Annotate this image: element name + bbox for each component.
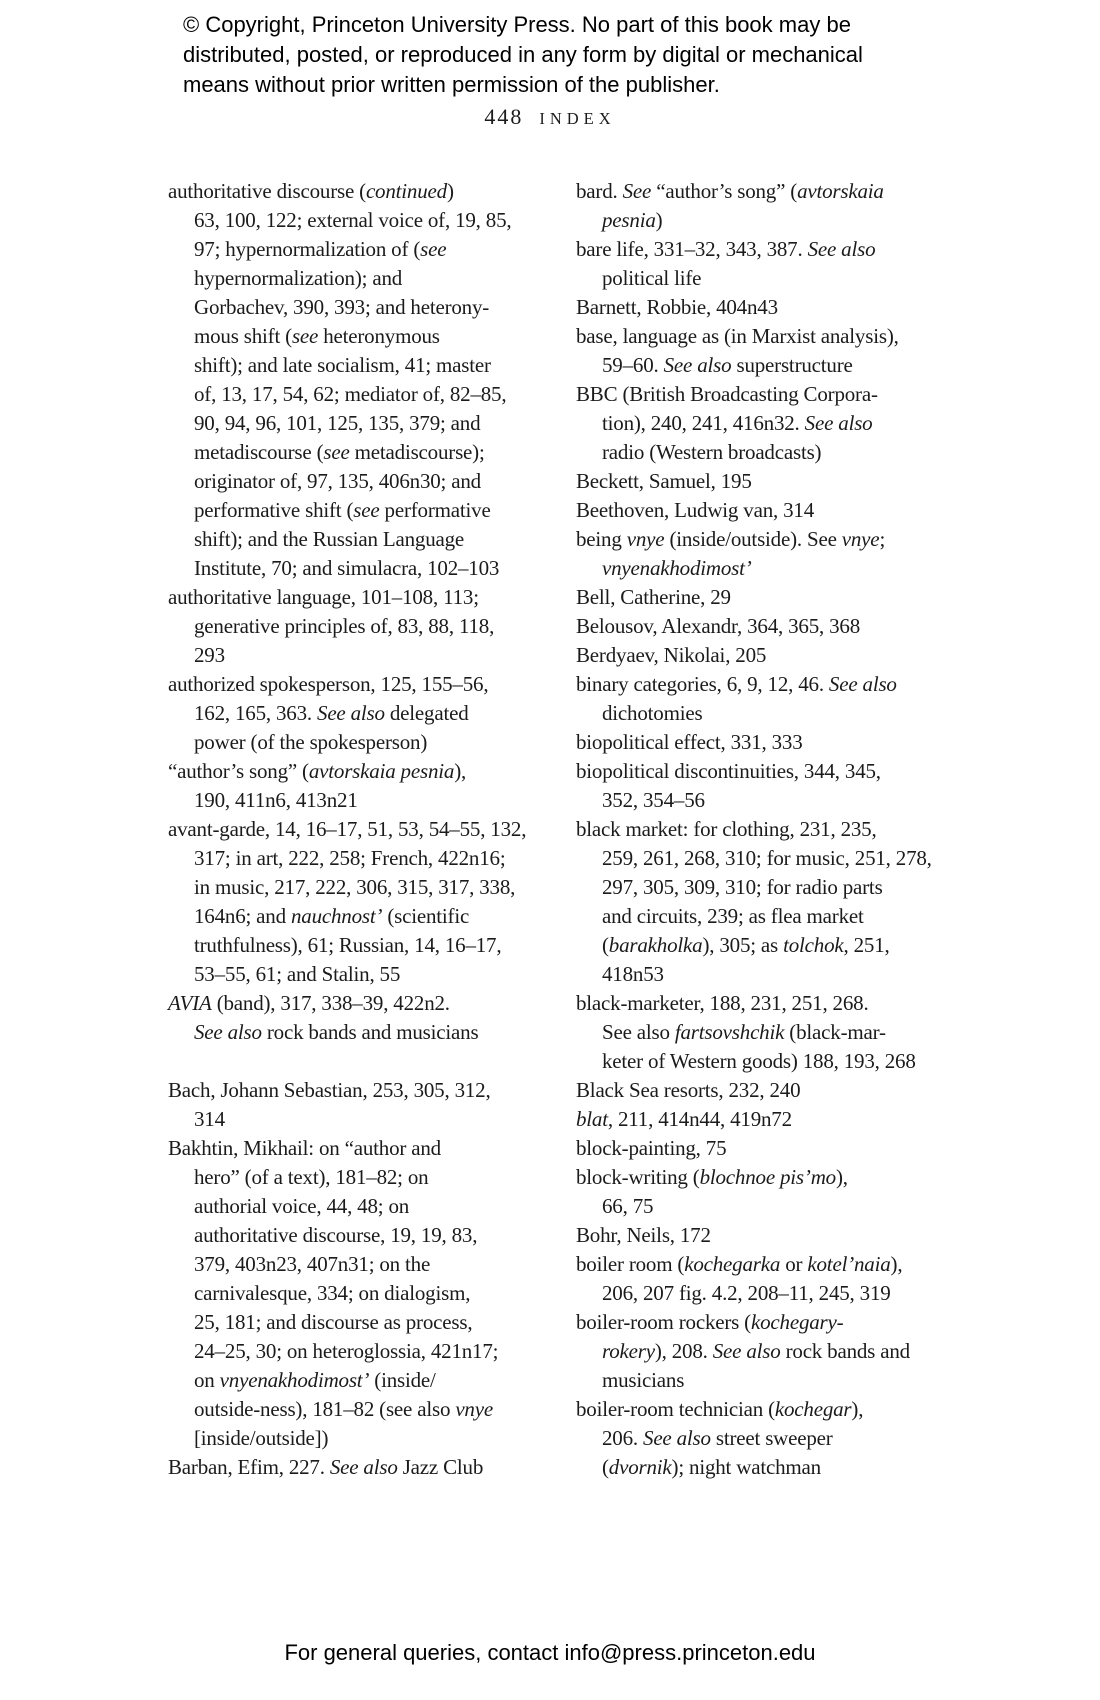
index-line: power (of the spokesperson) xyxy=(194,730,428,754)
index-line: 317; in art, 222, 258; French, 422n16; xyxy=(194,846,506,870)
index-line: avant-garde, 14, 16–17, 51, 53, 54–55, 132, xyxy=(168,817,527,841)
index-line: (dvornik); night watchman xyxy=(602,1455,821,1479)
index-line: block-writing (blochnoe pis’mo), xyxy=(576,1165,848,1189)
index-line: originator of, 97, 135, 406n30; and xyxy=(194,469,481,493)
index-line: authorized spokesperson, 125, 155–56, xyxy=(168,672,489,696)
section-title: INDEX xyxy=(539,109,616,128)
index-line: See also fartsovshchik (black-mar- xyxy=(602,1020,886,1044)
index-line: pesnia) xyxy=(602,208,663,232)
index-line: authorial voice, 44, 48; on xyxy=(194,1194,410,1218)
index-line: Black Sea resorts, 232, 240 xyxy=(576,1078,801,1102)
index-line: on vnyenakhodimost’ (inside/ xyxy=(194,1368,436,1392)
index-line: 63, 100, 122; external voice of, 19, 85, xyxy=(194,208,512,232)
index-line: 293 xyxy=(194,643,225,667)
index-line: 379, 403n23, 407n31; on the xyxy=(194,1252,431,1276)
index-line: 164n6; and nauchnost’ (scientific xyxy=(194,904,470,928)
index-line: in music, 217, 222, 306, 315, 317, 338, xyxy=(194,875,516,899)
index-line: Beethoven, Ludwig van, 314 xyxy=(576,498,815,522)
index-line: boiler-room technician (kochegar), xyxy=(576,1397,864,1421)
index-line: biopolitical effect, 331, 333 xyxy=(576,730,803,754)
footer-contact: For general queries, contact info@press.princeton.edu xyxy=(284,1640,816,1665)
index-line: 90, 94, 96, 101, 125, 135, 379; and xyxy=(194,411,481,435)
index-line: blat, 211, 414n44, 419n72 xyxy=(576,1107,792,1131)
index-line: keter of Western goods) 188, 193, 268 xyxy=(602,1049,916,1073)
index-line: Bell, Catherine, 29 xyxy=(576,585,731,609)
index-column-right xyxy=(576,177,932,1482)
index-line: Bach, Johann Sebastian, 253, 305, 312, xyxy=(168,1078,491,1102)
index-line: metadiscourse (see metadiscourse); xyxy=(194,440,485,464)
copyright-line: distributed, posted, or reproduced in any form by digital or mechanical xyxy=(183,42,863,67)
page-number: 448 xyxy=(484,104,524,129)
index-line: generative principles of, 83, 88, 118, xyxy=(194,614,495,638)
index-line: block-painting, 75 xyxy=(576,1136,727,1160)
index-line: Gorbachev, 390, 393; and heterony- xyxy=(194,295,490,319)
copyright-line: means without prior written permission of the publisher. xyxy=(183,72,720,97)
index-line: bare life, 331–32, 343, 387. See also xyxy=(576,237,876,261)
index-line: 59–60. See also superstructure xyxy=(602,353,853,377)
index-column-left xyxy=(168,177,526,1482)
index-line: Beckett, Samuel, 195 xyxy=(576,469,752,493)
index-line: shift); and late socialism, 41; master xyxy=(194,353,491,377)
index-line: biopolitical discontinuities, 344, 345, xyxy=(576,759,881,783)
index-line: Bohr, Neils, 172 xyxy=(576,1223,711,1247)
index-line: rokery), 208. See also rock bands and xyxy=(602,1339,910,1363)
index-line: musicians xyxy=(602,1368,685,1392)
index-line: and circuits, 239; as flea market xyxy=(602,904,864,928)
index-line: 259, 261, 268, 310; for music, 251, 278, xyxy=(602,846,932,870)
index-line: of, 13, 17, 54, 62; mediator of, 82–85, xyxy=(194,382,507,406)
index-line: See also rock bands and musicians xyxy=(194,1020,479,1044)
index-line: 314 xyxy=(194,1107,225,1131)
index-line: “author’s song” (avtorskaia pesnia), xyxy=(168,759,467,783)
copyright-line: © Copyright, Princeton University Press. No part of this book may be xyxy=(183,12,851,37)
index-line: 352, 354–56 xyxy=(602,788,705,812)
index-blank-line xyxy=(168,1047,526,1076)
index-line: 97; hypernormalization of (see xyxy=(194,237,447,261)
index-line: authoritative discourse, 19, 19, 83, xyxy=(194,1223,478,1247)
index-line: 53–55, 61; and Stalin, 55 xyxy=(194,962,401,986)
index-line: Institute, 70; and simulacra, 102–103 xyxy=(194,556,500,580)
index-line: binary categories, 6, 9, 12, 46. See also xyxy=(576,672,897,696)
index-line: 190, 411n6, 413n21 xyxy=(194,788,358,812)
index-line: 66, 75 xyxy=(602,1194,654,1218)
folio xyxy=(0,104,1100,130)
index-line: radio (Western broadcasts) xyxy=(602,440,822,464)
index-line: outside-ness), 181–82 (see also vnye xyxy=(194,1397,493,1421)
index-line: tion), 240, 241, 416n32. See also xyxy=(602,411,873,435)
index-line: vnyenakhodimost’ xyxy=(602,556,752,580)
index-line: political life xyxy=(602,266,702,290)
index-line: 162, 165, 363. See also delegated xyxy=(194,701,469,725)
index-line: being vnye (inside/outside). See vnye; xyxy=(576,527,886,551)
index-line: 206. See also street sweeper xyxy=(602,1426,833,1450)
index-line: truthfulness), 61; Russian, 14, 16–17, xyxy=(194,933,502,957)
index-line: BBC (British Broadcasting Corpora- xyxy=(576,382,878,406)
index-line: performative shift (see performative xyxy=(194,498,491,522)
index-line: authoritative discourse (continued) xyxy=(168,179,454,203)
index-line: black-marketer, 188, 231, 251, 268. xyxy=(576,991,869,1015)
index-line: bard. See “author’s song” (avtorskaia xyxy=(576,179,884,203)
index-line: mous shift (see heteronymous xyxy=(194,324,440,348)
index-line: black market: for clothing, 231, 235, xyxy=(576,817,877,841)
index-line: boiler room (kochegarka or kotel’naia), xyxy=(576,1252,903,1276)
index-line: boiler-room rockers (kochegary- xyxy=(576,1310,844,1334)
index-line: AVIA (band), 317, 338–39, 422n2. xyxy=(168,991,450,1015)
index-line: shift); and the Russian Language xyxy=(194,527,465,551)
index-line: 418n53 xyxy=(602,962,664,986)
index-line: Berdyaev, Nikolai, 205 xyxy=(576,643,767,667)
index-line: Barban, Efim, 227. See also Jazz Club xyxy=(168,1455,484,1479)
index-line: hero” (of a text), 181–82; on xyxy=(194,1165,429,1189)
index-line: Belousov, Alexandr, 364, 365, 368 xyxy=(576,614,861,638)
index-line: 297, 305, 309, 310; for radio parts xyxy=(602,875,883,899)
copyright-notice xyxy=(183,10,863,100)
index-line: 24–25, 30; on heteroglossia, 421n17; xyxy=(194,1339,499,1363)
index-line: [inside/outside]) xyxy=(194,1426,329,1450)
index-line: Bakhtin, Mikhail: on “author and xyxy=(168,1136,441,1160)
index-line: base, language as (in Marxist analysis), xyxy=(576,324,899,348)
index-line: 206, 207 fig. 4.2, 208–11, 245, 319 xyxy=(602,1281,891,1305)
index-line: authoritative language, 101–108, 113; xyxy=(168,585,479,609)
index-line: dichotomies xyxy=(602,701,703,725)
index-line: 25, 181; and discourse as process, xyxy=(194,1310,473,1334)
index-line: (barakholka), 305; as tolchok, 251, xyxy=(602,933,890,957)
index-line: Barnett, Robbie, 404n43 xyxy=(576,295,778,319)
index-line: carnivalesque, 334; on dialogism, xyxy=(194,1281,471,1305)
index-line: hypernormalization); and xyxy=(194,266,403,290)
